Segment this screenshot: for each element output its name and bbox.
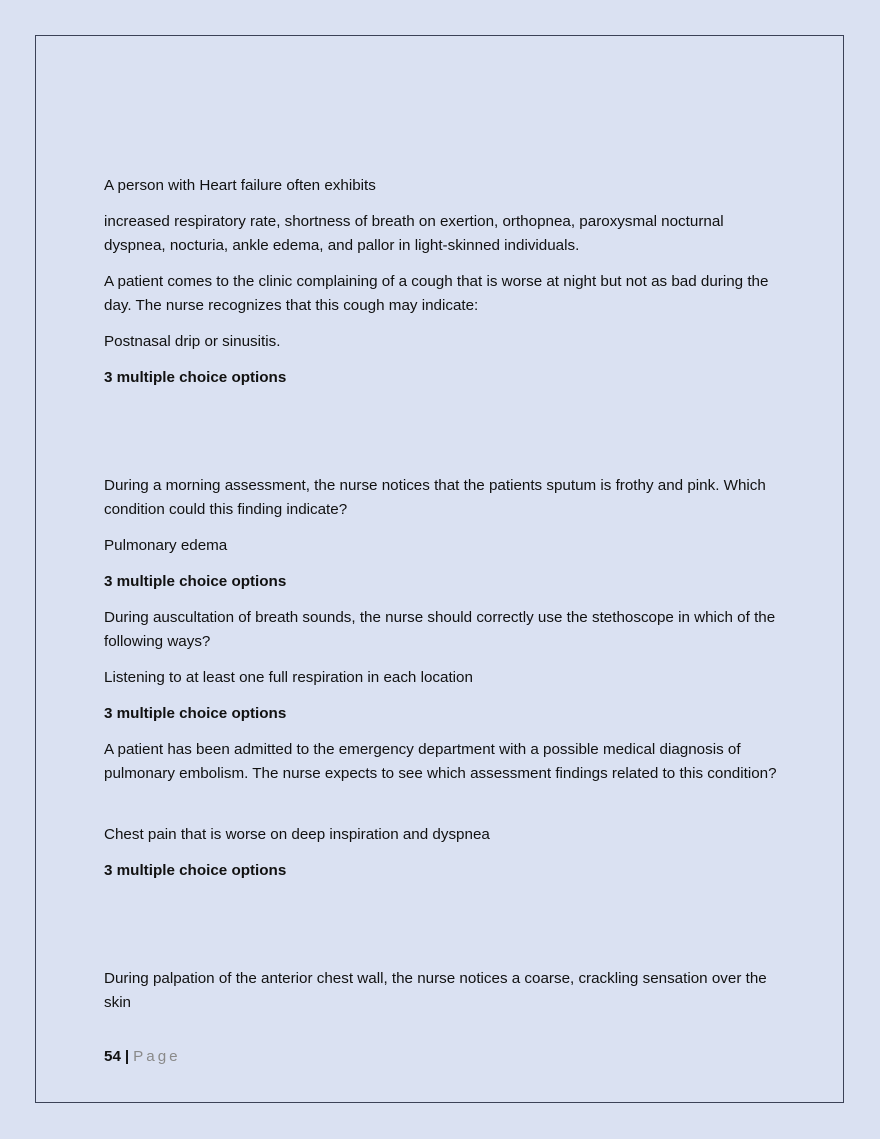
options-note: 3 multiple choice options xyxy=(104,705,287,722)
question-pulmonary-embolism: A patient has been admitted to the emergency department with a possible medical diagnosis of pulmonary embolism. The nurse expects to see which assessment findings related to this condition? xyxy=(104,741,777,782)
answer-cough: Postnasal drip or sinusitis. xyxy=(104,333,281,350)
question-auscultation: During auscultation of breath sounds, the nurse should correctly use the stethoscope in which of the following ways? xyxy=(104,609,776,650)
paragraph-heart-failure-intro: A person with Heart failure often exhibits xyxy=(104,177,376,194)
footer-separator: | xyxy=(124,1048,130,1065)
page-footer xyxy=(104,1045,181,1069)
options-note: 3 multiple choice options xyxy=(104,573,287,590)
question-cough: A patient comes to the clinic complaining of a cough that is worse at night but not as bad during the day. The nurse recognizes that this cough may indicate: xyxy=(104,273,769,314)
answer-pulmonary-embolism: Chest pain that is worse on deep inspiration and dyspnea xyxy=(104,826,490,843)
paragraph-heart-failure-signs: increased respiratory rate, shortness of breath on exertion, orthopnea, paroxysmal nocturnal dyspnea, nocturia, ankle edema, and pallor in light-skinned individuals. xyxy=(104,213,724,254)
question-sputum: During a morning assessment, the nurse notices that the patients sputum is frothy and pink. Which condition could this finding indicate? xyxy=(104,477,766,518)
question-palpation: During palpation of the anterior chest wall, the nurse notices a coarse, crackling sensation over the skin xyxy=(104,970,767,1011)
page-label: Page xyxy=(133,1048,181,1065)
options-note: 3 multiple choice options xyxy=(104,369,287,386)
options-note: 3 multiple choice options xyxy=(104,862,287,879)
page-number: 54 xyxy=(104,1048,121,1065)
answer-auscultation: Listening to at least one full respiration in each location xyxy=(104,669,473,686)
answer-sputum: Pulmonary edema xyxy=(104,537,228,554)
